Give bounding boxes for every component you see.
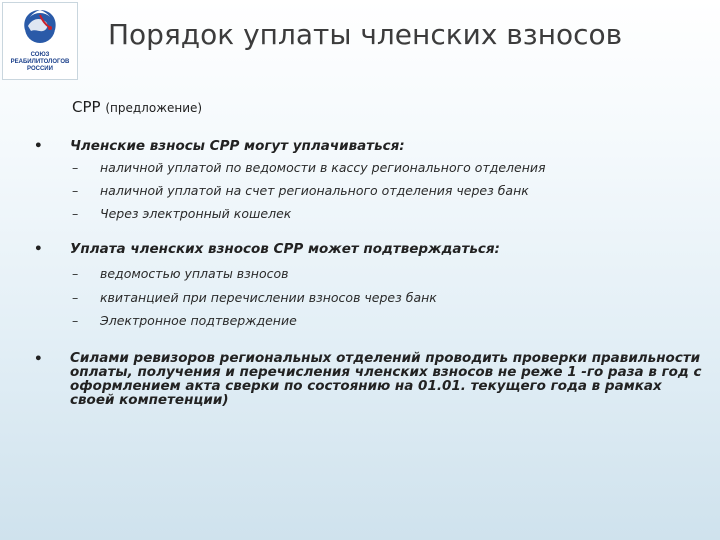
bullet-marker: •: [34, 241, 43, 257]
bullet-text: Членские взносы СРР могут уплачиваться:: [70, 138, 405, 154]
logo-text-line: СОЮЗ: [30, 52, 50, 58]
sub-item-text: наличной уплатой по ведомости в кассу регионального отделения: [100, 160, 546, 175]
logo-caption: [3, 52, 77, 73]
bullet-text: Уплата членских взносов СРР может подтверждаться:: [70, 241, 500, 257]
organization-logo: [2, 2, 78, 80]
dash-marker: –: [72, 266, 79, 281]
sub-item: [72, 290, 437, 305]
bullet-marker: •: [34, 138, 43, 154]
sub-item: [72, 313, 297, 328]
bullet-marker: •: [34, 351, 43, 367]
sub-item-text: квитанцией при перечислении взносов через банк: [100, 290, 437, 305]
sub-item: [72, 206, 291, 221]
logo-text-line: РЕАБИЛИТОЛОГОВ: [10, 59, 70, 65]
sub-item: [72, 160, 546, 175]
sub-item-text: наличной уплатой на счет регионального отделения через банк: [100, 183, 529, 198]
sub-item-text: ведомостью уплаты взносов: [100, 266, 289, 281]
slide-subtitle: [72, 98, 202, 116]
dash-marker: –: [72, 160, 79, 175]
subtitle-note: (предложение): [105, 101, 203, 115]
dash-marker: –: [72, 290, 79, 305]
sub-item: [72, 266, 289, 281]
logo-text-line: РОССИИ: [27, 66, 53, 72]
dash-marker: –: [72, 183, 79, 198]
dash-marker: –: [72, 313, 79, 328]
dash-marker: –: [72, 206, 79, 221]
slide-title: Порядок уплаты членских взносов: [108, 18, 623, 51]
sub-item-text: Через электронный кошелек: [100, 206, 292, 221]
sub-item: [72, 183, 529, 198]
sub-item-text: Электронное подтверждение: [100, 313, 297, 328]
globe-emblem-icon: [19, 7, 61, 51]
bullet-text: Силами ревизоров региональных отделений проводить проверки правильности оплаты, получения и перечисления членских взносов не реже 1 -го раза в год с оформлением акта сверки по состоянию на 01.01. текущего года в рамках своей компетенции): [70, 350, 702, 408]
subtitle-main: СРР: [72, 98, 101, 116]
